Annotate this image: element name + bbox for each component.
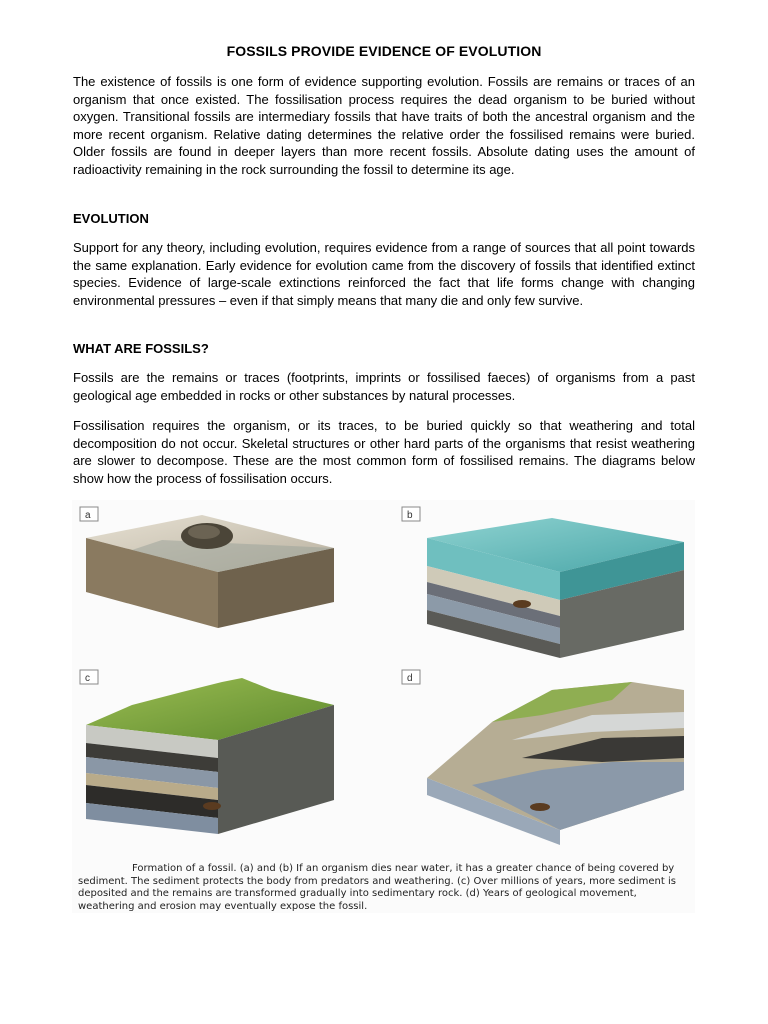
fossil-diagram xyxy=(72,500,695,860)
panel-d-label: d xyxy=(407,673,413,684)
evolution-paragraph: Support for any theory, including evolution, requires evidence from a range of sources that all point towards the same explanation. Early evidence for evolution came from the discovery of fossils that identified extinct species. Evidence of large-scale extinctions reinforced the fact that life forms change with changing environmental pressures – even if that simply means that many die and only few survive. xyxy=(73,240,695,308)
fossil-formation-figure xyxy=(72,500,695,913)
exposed-fossil xyxy=(530,803,550,811)
heading-what-are-fossils: WHAT ARE FOSSILS? xyxy=(73,341,209,356)
heading-evolution: EVOLUTION xyxy=(73,211,149,226)
panel-c-label: c xyxy=(85,673,90,684)
figure-caption: Formation of a fossil. (a) and (b) If an organism dies near water, it has a greater chance of being covered by sediment. The sediment protects the body from predators and weathering. (c) Over millions of years, more sediment is deposited and the remains are transformed gradually into sedimentary rock. (d) Years of geological movement, weathering and erosion may eventually expose the fossil. xyxy=(78,863,676,912)
panel-d xyxy=(402,670,684,845)
panel-a xyxy=(80,507,334,628)
buried-organism-c xyxy=(203,802,221,810)
panel-b-label: b xyxy=(407,510,413,521)
panel-a-label: a xyxy=(85,510,91,521)
document-title: FOSSILS PROVIDE EVIDENCE OF EVOLUTION xyxy=(226,43,542,59)
fossilisation-paragraph: Fossilisation requires the organism, or its traces, to be buried quickly so that weathering and total decomposition do not occur. Skeletal structures or other hard parts of the organisms that resist weathering are slower to decompose. These are the most common form of fossilised remains. The diagrams below show how the process of fossilisation occurs. xyxy=(73,418,695,486)
panel-c xyxy=(80,670,334,834)
panel-b xyxy=(402,507,684,658)
intro-paragraph: The existence of fossils is one form of evidence supporting evolution. Fossils are remains or traces of an organism that once existed. The fossilisation process requires the dead organism to be buried without oxygen. Transitional fossils are intermediary fossils that have traits of both the ancestral organism and the more recent organism. Relative dating determines the relative order the fossilised remains were buried. Older fossils are found in deeper layers than more recent fossils. Absolute dating uses the amount of radioactivity remaining in the rock surrounding the fossil to determine its age. xyxy=(73,74,695,177)
fossils-definition-paragraph: Fossils are the remains or traces (footprints, imprints or fossilised faeces) of organisms from a past geological age embedded in rocks or other substances by natural processes. xyxy=(73,370,695,403)
buried-organism-b xyxy=(513,600,531,608)
